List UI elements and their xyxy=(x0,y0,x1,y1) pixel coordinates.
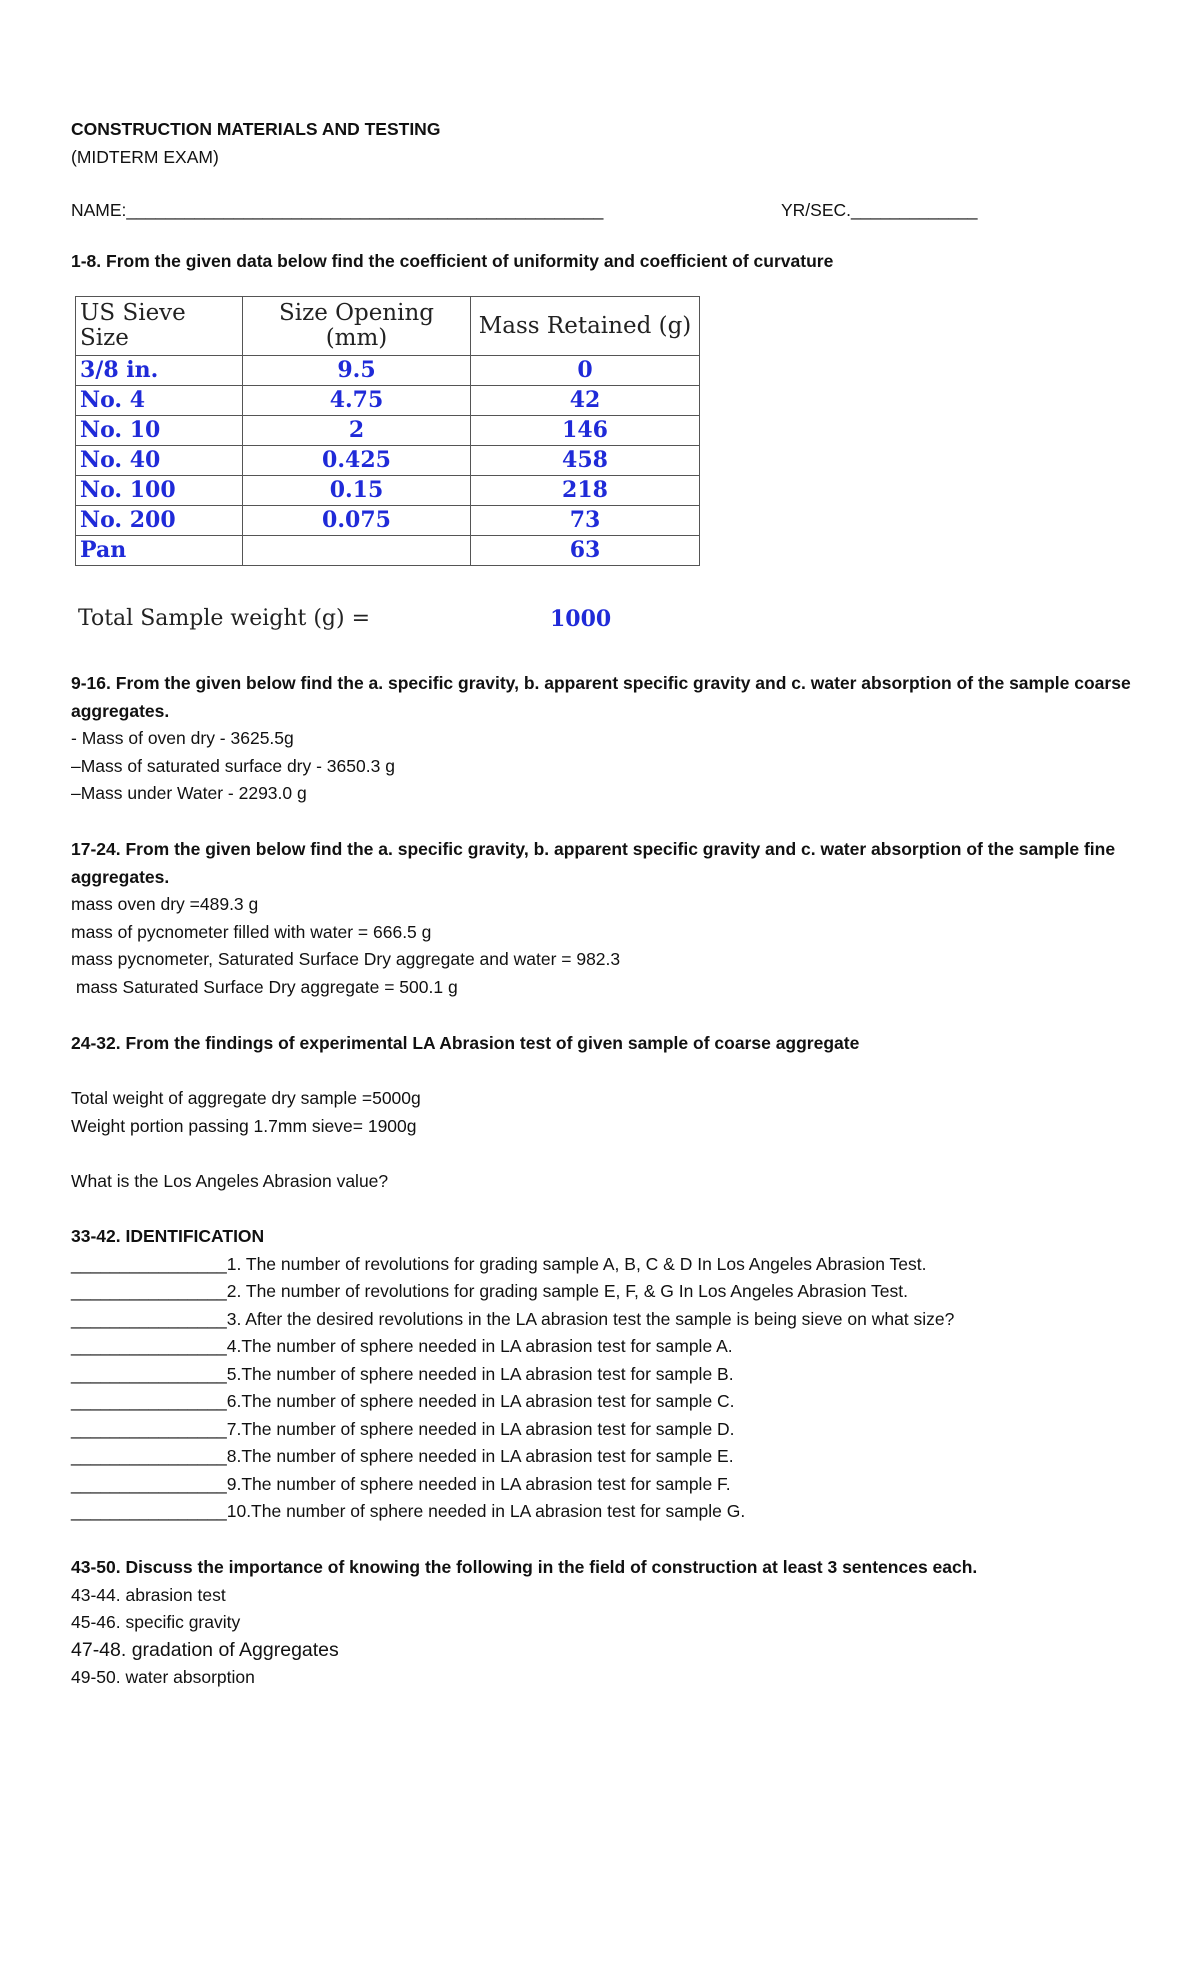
size-opening-cell: 4.75 xyxy=(243,386,471,416)
item-text: 6.The number of sphere needed in LA abrasion test for sample C. xyxy=(226,1391,735,1411)
given-item: mass of pycnometer filled with water = 666.5 g xyxy=(71,921,432,942)
sieve-size-cell: No. 10 xyxy=(76,416,243,446)
table-row xyxy=(76,356,700,386)
answer-blank[interactable]: ________________ xyxy=(71,1253,227,1274)
exam-type: (MIDTERM EXAM) xyxy=(71,146,219,167)
course-title: CONSTRUCTION MATERIALS AND TESTING xyxy=(71,119,441,139)
column-header: US Sieve Size xyxy=(76,297,243,356)
item-text: 1. The number of revolutions for grading sample A, B, C & D In Los Angeles Abrasion Test. xyxy=(226,1253,927,1274)
given-item: –Mass under Water - 2293.0 g xyxy=(71,783,307,803)
student-info-row xyxy=(71,200,1141,228)
answer-blank[interactable]: ________________ xyxy=(71,1281,227,1301)
answer-blank[interactable]: ________________ xyxy=(71,1418,227,1439)
answer-blank[interactable]: ________________ xyxy=(71,1308,227,1329)
sieve-analysis-table xyxy=(75,296,700,566)
answer-blank[interactable]: ________________ xyxy=(71,1473,227,1494)
question-prompt: 9-16. From the given below find the a. specific gravity, b. apparent specific gravity and c. water absorption of the sample coarse xyxy=(71,673,1131,693)
answer-blank[interactable]: ________________ xyxy=(71,1336,227,1356)
size-opening-cell: 9.5 xyxy=(243,356,471,386)
mass-retained-cell: 458 xyxy=(471,446,700,476)
identification-item xyxy=(71,1306,1141,1334)
table-header-row xyxy=(76,297,700,356)
given-item: Weight portion passing 1.7mm sieve= 1900g xyxy=(71,1115,417,1136)
table-row xyxy=(76,536,700,566)
size-opening-cell xyxy=(243,536,471,566)
question-43-50 xyxy=(71,1554,1141,1692)
item-text: 10.The number of sphere needed in LA abrasion test for sample G. xyxy=(226,1501,746,1521)
question-text: What is the Los Angeles Abrasion value? xyxy=(71,1170,389,1191)
question-prompt-cont: aggregates. xyxy=(71,866,170,887)
item-text: 9.The number of sphere needed in LA abrasion test for sample F. xyxy=(226,1473,731,1494)
item-text: 5.The number of sphere needed in LA abrasion test for sample B. xyxy=(226,1363,734,1384)
identification-item xyxy=(71,1333,1141,1361)
answer-blank[interactable]: ________________ xyxy=(71,1501,227,1521)
question-prompt-cont: aggregates. xyxy=(71,700,170,721)
sieve-size-cell: Pan xyxy=(76,536,243,566)
sieve-size-cell: No. 4 xyxy=(76,386,243,416)
given-item: mass oven dry =489.3 g xyxy=(71,894,259,914)
size-opening-cell: 0.075 xyxy=(243,506,471,536)
question-1-8 xyxy=(71,248,1141,276)
discussion-item: 43-44. abrasion test xyxy=(71,1584,226,1605)
table-row xyxy=(76,416,700,446)
answer-blank[interactable]: ________________ xyxy=(71,1446,227,1466)
question-33-42 xyxy=(71,1223,1141,1526)
question-prompt: 17-24. From the given below find the a. specific gravity, b. apparent specific gravity and c. water absorption of the sample fine xyxy=(71,839,1116,859)
table-row xyxy=(76,386,700,416)
yr-sec-field: YR/SEC._____________ xyxy=(781,200,978,220)
question-prompt: 1-8. From the given data below find the coefficient of uniformity and coefficient of curvature xyxy=(71,251,834,271)
mass-retained-cell: 218 xyxy=(471,476,700,506)
column-header: Size Opening (mm) xyxy=(243,297,471,356)
given-item: - Mass of oven dry - 3625.5g xyxy=(71,728,294,748)
discussion-item: 47-48. gradation of Aggregates xyxy=(71,1638,339,1661)
identification-item xyxy=(71,1443,1141,1471)
answer-blank[interactable]: ________________ xyxy=(71,1363,227,1384)
mass-retained-cell: 73 xyxy=(471,506,700,536)
table-row xyxy=(76,506,700,536)
exam-header xyxy=(71,116,1141,171)
discussion-item: 45-46. specific gravity xyxy=(71,1612,241,1632)
given-item: Total weight of aggregate dry sample =5000g xyxy=(71,1088,421,1108)
item-text: 3. After the desired revolutions in the LA abrasion test the sample is being sieve on what size? xyxy=(226,1308,955,1329)
question-prompt: 43-50. Discuss the importance of knowing the following in the field of construction at least 3 sentences each. xyxy=(71,1557,978,1577)
answer-blank[interactable]: ________________ xyxy=(71,1391,227,1411)
question-prompt: 24-32. From the findings of experimental LA Abrasion test of given sample of coarse aggregate xyxy=(71,1033,860,1053)
sieve-size-cell: No. 100 xyxy=(76,476,243,506)
identification-item xyxy=(71,1471,1141,1499)
item-text: 7.The number of sphere needed in LA abrasion test for sample D. xyxy=(226,1418,735,1439)
given-item: –Mass of saturated surface dry - 3650.3 g xyxy=(71,755,395,776)
table-row xyxy=(76,446,700,476)
column-header: Mass Retained (g) xyxy=(471,297,700,356)
item-text: 4.The number of sphere needed in LA abrasion test for sample A. xyxy=(226,1336,733,1356)
total-value: 1000 xyxy=(550,606,612,632)
given-item: mass Saturated Surface Dry aggregate = 500.1 g xyxy=(71,976,458,997)
mass-retained-cell: 0 xyxy=(471,356,700,386)
identification-item xyxy=(71,1251,1141,1279)
sieve-size-cell: 3/8 in. xyxy=(76,356,243,386)
identification-item xyxy=(71,1278,1141,1306)
sieve-size-cell: No. 40 xyxy=(76,446,243,476)
size-opening-cell: 0.15 xyxy=(243,476,471,506)
mass-retained-cell: 63 xyxy=(471,536,700,566)
discussion-item: 49-50. water absorption xyxy=(71,1667,255,1687)
given-item: mass pycnometer, Saturated Surface Dry aggregate and water = 982.3 xyxy=(71,949,621,969)
item-text: 8.The number of sphere needed in LA abrasion test for sample E. xyxy=(226,1446,734,1466)
identification-item xyxy=(71,1361,1141,1389)
mass-retained-cell: 146 xyxy=(471,416,700,446)
question-17-24 xyxy=(71,836,1141,1001)
identification-item xyxy=(71,1388,1141,1416)
identification-item xyxy=(71,1498,1141,1526)
item-text: 2. The number of revolutions for grading sample E, F, & G In Los Angeles Abrasion Test. xyxy=(226,1281,908,1301)
size-opening-cell: 2 xyxy=(243,416,471,446)
question-prompt: 33-42. IDENTIFICATION xyxy=(71,1226,265,1246)
name-field: NAME:_________________________________________________ xyxy=(71,200,604,220)
identification-item xyxy=(71,1416,1141,1444)
sieve-size-cell: No. 200 xyxy=(76,506,243,536)
total-label: Total Sample weight (g) = xyxy=(78,606,371,631)
question-9-16 xyxy=(71,670,1141,808)
question-24-32 xyxy=(71,1030,1141,1195)
size-opening-cell: 0.425 xyxy=(243,446,471,476)
mass-retained-cell: 42 xyxy=(471,386,700,416)
total-sample-weight xyxy=(78,606,612,632)
table-row xyxy=(76,476,700,506)
